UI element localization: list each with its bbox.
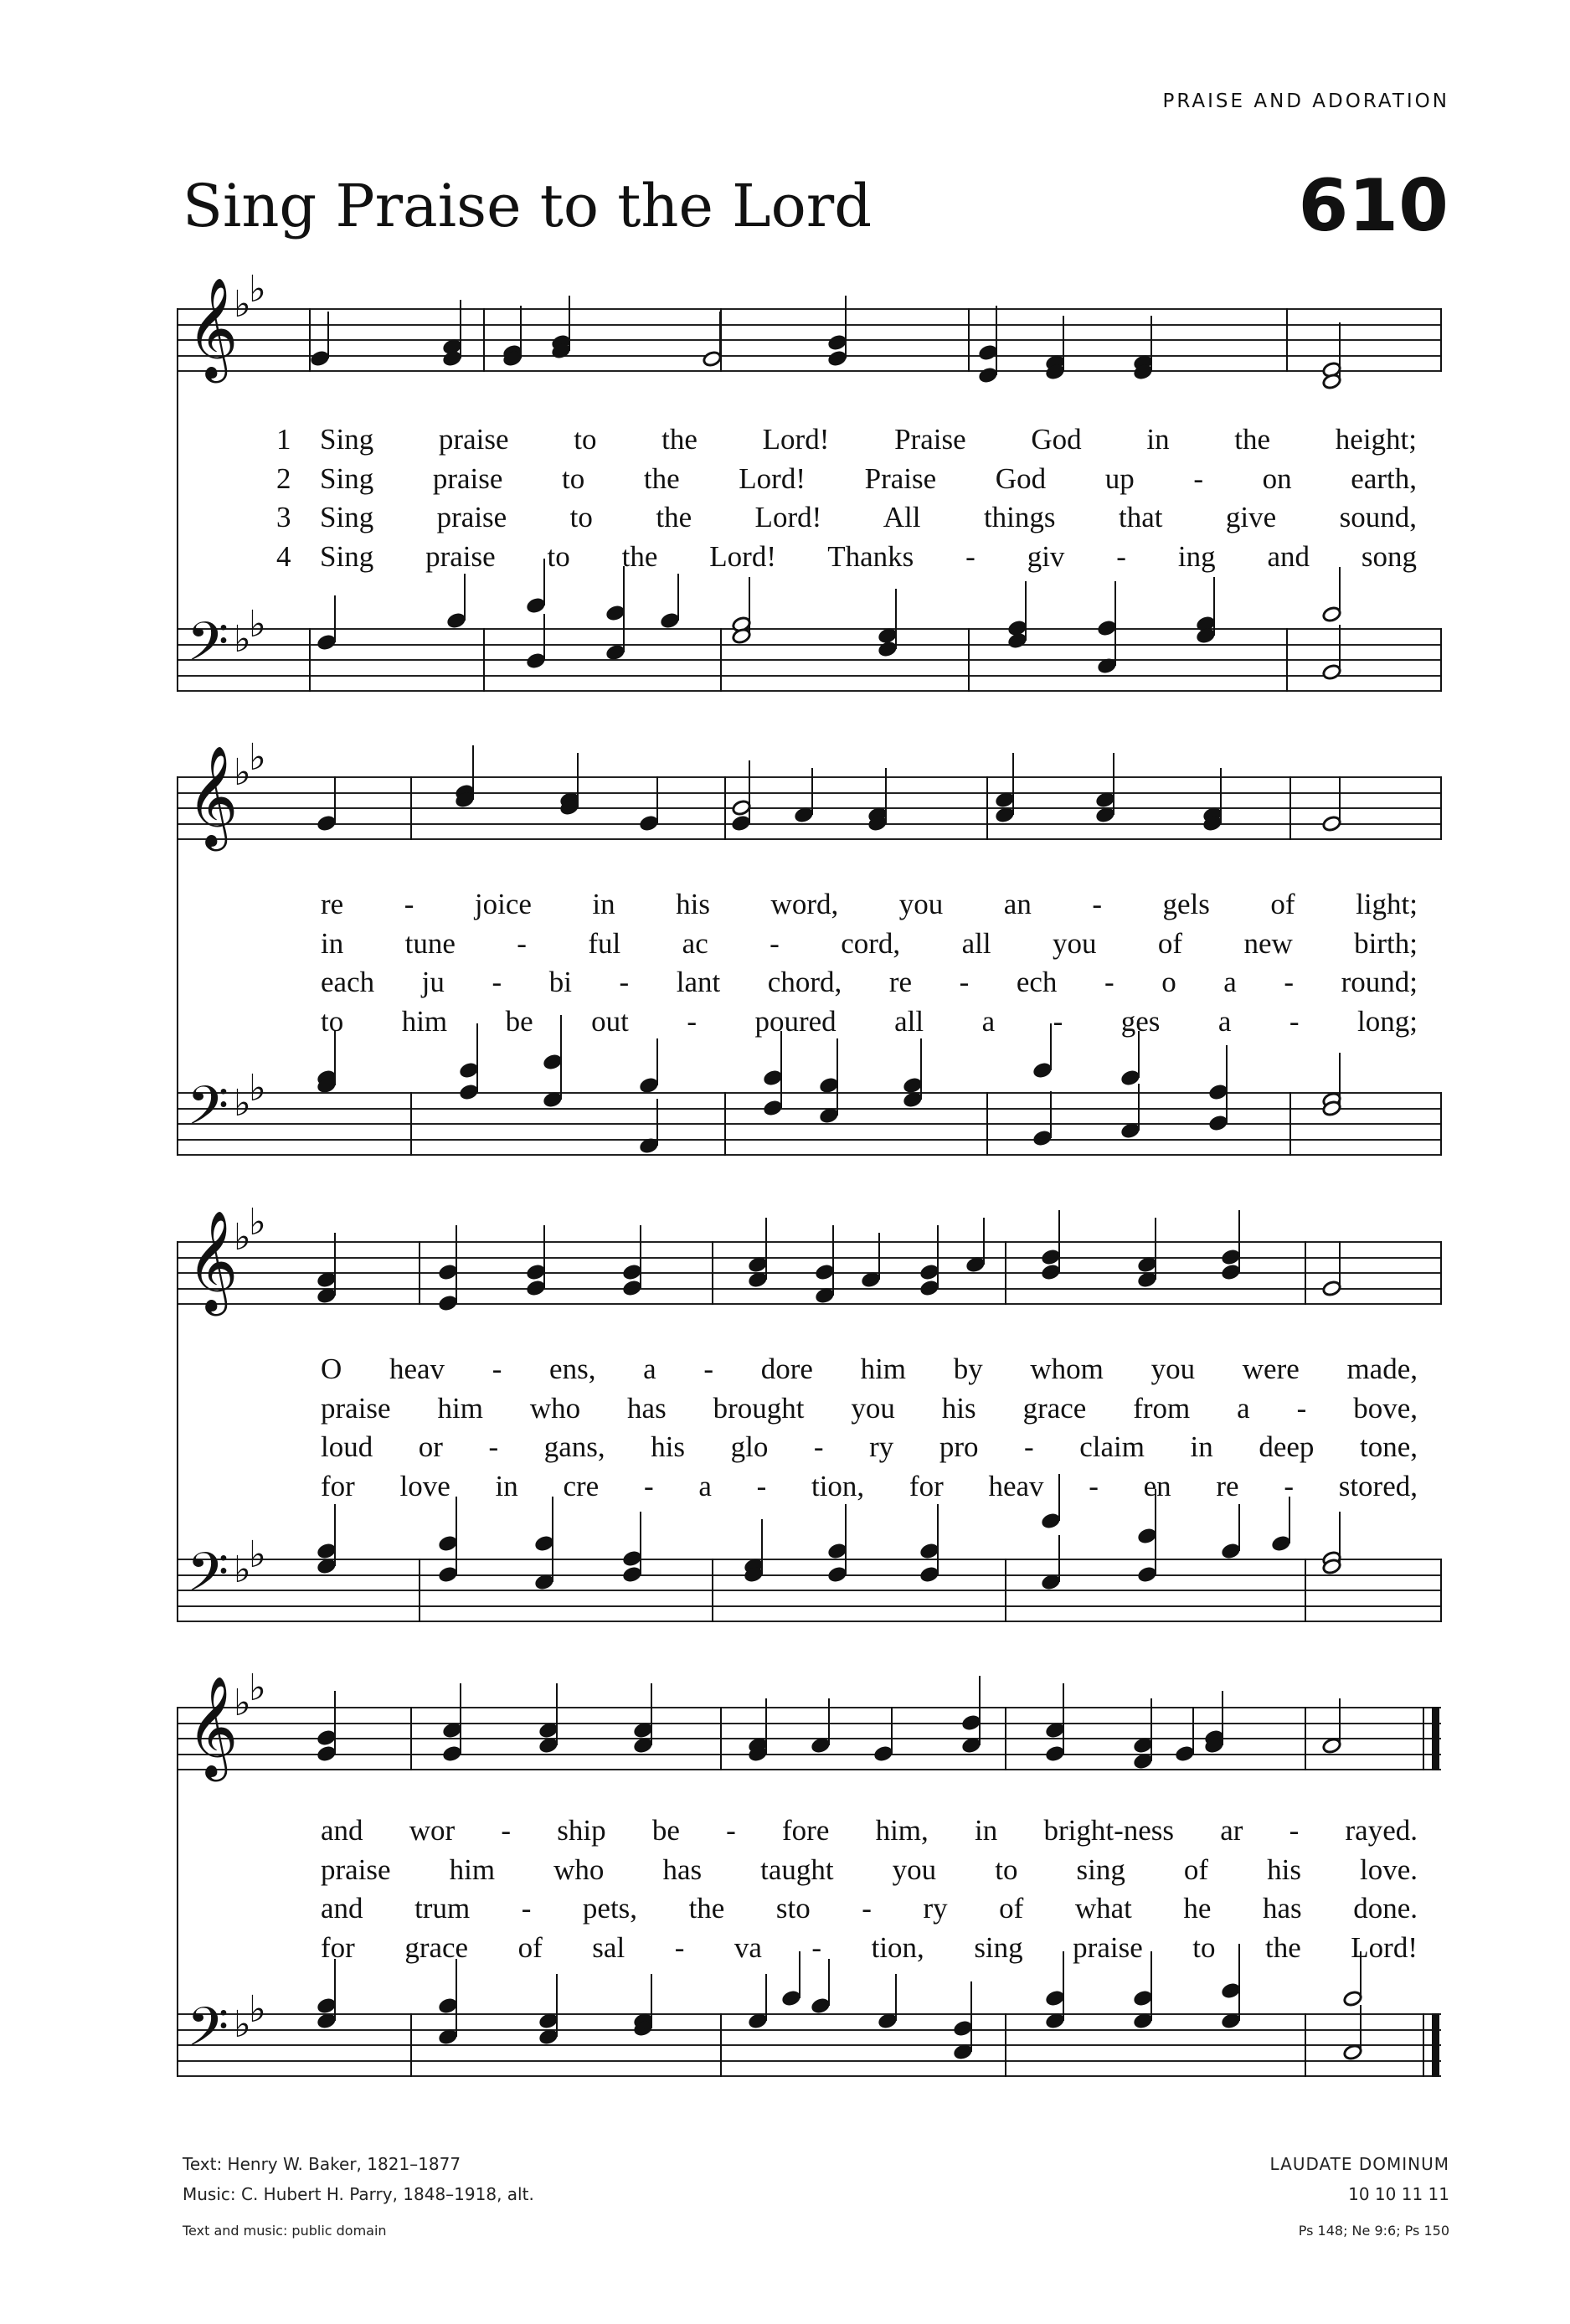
treble-staff-line — [177, 1769, 1441, 1770]
bass-staff-line — [177, 1574, 1441, 1576]
barline — [986, 776, 988, 840]
barline — [419, 1241, 420, 1305]
note-stem — [464, 574, 466, 621]
lyric-text: to him be out - poured all a - ges a - long; — [321, 1004, 1418, 1038]
barline — [724, 776, 726, 840]
note-stem — [460, 1707, 461, 1754]
note-stem — [878, 1233, 880, 1280]
note-stem — [970, 2005, 972, 2052]
barline — [1423, 2013, 1424, 2077]
copyright-notice: Text and music: public domain — [183, 2223, 387, 2239]
bass-staff-line — [177, 2044, 1441, 2046]
barline — [720, 628, 722, 692]
note-stem — [996, 328, 997, 375]
note-stem — [543, 614, 545, 661]
note-stem — [651, 1698, 652, 1745]
lyric-text: O heav - ens, a - dore him by whom you were made, — [321, 1353, 1418, 1385]
lyric-text: Sing praise to the Lord! Thanks - giv - ing and song — [320, 539, 1417, 573]
bass-staff-line — [177, 1559, 1441, 1560]
note-stem — [569, 304, 570, 351]
bass-staff-line — [177, 659, 1441, 661]
note-stem — [651, 1981, 652, 2028]
note-stem — [334, 1038, 336, 1085]
note-stem — [895, 1974, 897, 2021]
lyric-line — [0, 1892, 1570, 1929]
barline — [1289, 1092, 1291, 1156]
barline — [1440, 1092, 1442, 1156]
meter: 10 10 11 11 — [1348, 2184, 1449, 2204]
note-stem — [828, 1698, 830, 1745]
bass-staff-line — [177, 1621, 1441, 1622]
note-stem — [1050, 1091, 1052, 1138]
bass-staff-line — [177, 690, 1441, 692]
treble-staff-line — [177, 1723, 1441, 1724]
note-stem — [552, 1535, 553, 1582]
barline — [712, 1559, 713, 1622]
bass-staff-line — [177, 1605, 1441, 1607]
note-stem — [656, 1099, 658, 1146]
flat-icon: ♭ — [234, 618, 251, 661]
note-stem — [749, 776, 750, 823]
note-stem — [1339, 776, 1341, 823]
scripture-references: Ps 148; Ne 9:6; Ps 150 — [1298, 2223, 1449, 2239]
note-stem — [832, 1249, 834, 1296]
note-stem — [556, 1990, 558, 2037]
note-stem — [1063, 1707, 1064, 1754]
note-stem — [1220, 776, 1222, 823]
note-stem — [543, 1241, 545, 1288]
verse-number: 1 — [276, 423, 291, 456]
bass-staff-line — [177, 1123, 1441, 1125]
note-stem — [836, 1069, 838, 1116]
note-stem — [765, 1233, 767, 1280]
barline — [968, 628, 970, 692]
treble-clef-icon: 𝄞 — [187, 1675, 239, 1777]
bass-clef-icon: 𝄢 — [187, 1997, 229, 2072]
bass-staff-line — [177, 1154, 1441, 1156]
section-label: PRAISE AND ADORATION — [1162, 90, 1449, 112]
bass-staff-line — [177, 675, 1441, 677]
treble-staff-line — [177, 1754, 1441, 1755]
lyric-line — [0, 888, 1570, 925]
flat-icon: ♭ — [234, 283, 251, 326]
lyric-line — [0, 1853, 1570, 1890]
note-stem — [1192, 1707, 1194, 1754]
bass-staff-line — [177, 2029, 1441, 2031]
note-stem — [640, 1241, 641, 1288]
note-stem — [472, 753, 474, 800]
note-stem — [1113, 768, 1114, 815]
note-stem — [1339, 334, 1341, 381]
lyric-line — [0, 1814, 1570, 1851]
note-stem — [1150, 325, 1152, 372]
note-stem — [920, 1053, 922, 1100]
lyric-line — [0, 1430, 1570, 1467]
bass-staff-line — [177, 1092, 1441, 1094]
note-stem — [1339, 1061, 1341, 1108]
lyric-line — [0, 501, 1570, 538]
note-stem — [845, 1528, 847, 1574]
treble-staff-line — [177, 776, 1441, 778]
lyric-text: each ju - bi - lant chord, re - ech - o a - round; — [321, 966, 1418, 998]
barline — [309, 308, 311, 372]
barline — [309, 628, 311, 692]
barline — [410, 1707, 412, 1770]
hymn-title: Sing Praise to the Lord — [183, 172, 873, 240]
music-credit: Music: C. Hubert H. Parry, 1848–1918, alt. — [183, 2184, 534, 2204]
note-stem — [1339, 1241, 1341, 1288]
note-stem — [334, 1974, 336, 2021]
treble-staff-line — [177, 308, 1441, 310]
bass-staff-line — [177, 628, 1441, 630]
note-stem — [556, 1698, 558, 1745]
verse-number: 2 — [276, 461, 291, 495]
lyric-text: Sing praise to the Lord! All things that give sound, — [320, 501, 1417, 533]
lyric-line — [0, 1931, 1570, 1968]
lyric-text: and wor - ship be - fore him, in bright-ness ar - rayed. — [321, 1814, 1418, 1847]
note-stem — [1150, 1714, 1152, 1761]
text-credit: Text: Henry W. Baker, 1821–1877 — [183, 2154, 461, 2174]
note-stem — [1213, 589, 1215, 636]
flat-icon: ♭ — [249, 1533, 266, 1576]
note-stem — [656, 1038, 658, 1085]
note-stem — [327, 312, 329, 358]
barline — [712, 1241, 713, 1305]
note-stem — [937, 1241, 939, 1288]
flat-icon: ♭ — [249, 1988, 266, 2031]
verse-number: 4 — [276, 539, 291, 573]
flat-icon: ♭ — [249, 1667, 266, 1709]
barline — [986, 1092, 988, 1156]
barline — [1440, 308, 1442, 372]
bass-staff-line — [177, 644, 1441, 646]
barline — [1286, 628, 1288, 692]
barline — [1286, 308, 1288, 372]
bass-staff-line — [177, 2060, 1441, 2062]
barline — [1305, 2013, 1306, 2077]
bass-staff-line — [177, 2075, 1441, 2077]
lyric-line — [0, 927, 1570, 964]
note-stem — [895, 602, 897, 649]
barline — [720, 2013, 722, 2077]
barline — [724, 1092, 726, 1156]
note-stem — [1025, 594, 1027, 641]
flat-icon: ♭ — [234, 751, 251, 794]
note-stem — [937, 1528, 939, 1574]
treble-clef-icon: 𝄞 — [187, 276, 239, 379]
note-stem — [456, 1990, 457, 2037]
note-stem — [1339, 1519, 1341, 1566]
final-barline — [1432, 2013, 1439, 2077]
treble-clef-icon: 𝄞 — [187, 1209, 239, 1311]
lyric-text: Sing praise to the Lord! Praise God up - on earth, — [320, 461, 1417, 495]
note-stem — [983, 1218, 985, 1265]
barline — [410, 776, 412, 840]
note-stem — [761, 1528, 763, 1574]
treble-staff-line — [177, 838, 1441, 840]
final-barline — [1432, 1707, 1439, 1770]
barline — [720, 1707, 722, 1770]
lyric-text: in tune - ful ac - cord, all you of new birth; — [321, 926, 1418, 960]
note-stem — [780, 1061, 782, 1108]
note-stem — [1012, 768, 1014, 815]
note-stem — [749, 589, 750, 636]
bass-clef-icon: 𝄢 — [187, 1075, 229, 1151]
bass-staff-line — [177, 1590, 1441, 1591]
treble-staff-line — [177, 1303, 1441, 1305]
lyric-line — [0, 966, 1570, 1002]
barline — [410, 1092, 412, 1156]
lyric-text: re - joice in his word, you an - gels of light; — [321, 888, 1418, 920]
barline — [1440, 1241, 1442, 1305]
note-stem — [334, 776, 336, 823]
treble-staff-line — [177, 792, 1441, 794]
note-stem — [456, 1256, 457, 1303]
note-stem — [1063, 1974, 1064, 2021]
flat-icon: ♭ — [234, 2003, 251, 2046]
lyric-text: Sing praise to the Lord! Praise God in the height; — [320, 423, 1417, 456]
barline — [1305, 1707, 1306, 1770]
lyric-text: praise him who has taught you to sing of his love. — [321, 1853, 1418, 1886]
barline — [483, 308, 485, 372]
barline — [968, 308, 970, 372]
lyric-line — [0, 540, 1570, 577]
note-stem — [640, 1528, 641, 1574]
note-stem — [334, 1707, 336, 1754]
note-stem — [334, 1249, 336, 1296]
bass-staff-line — [177, 1139, 1441, 1141]
note-stem — [979, 1698, 981, 1745]
barline — [1440, 776, 1442, 840]
lyric-line — [0, 423, 1570, 460]
note-stem — [1226, 1076, 1228, 1123]
barline — [1440, 628, 1442, 692]
barline — [1005, 2013, 1006, 2077]
note-stem — [1238, 1504, 1240, 1551]
barline — [1423, 1707, 1424, 1770]
flat-icon: ♭ — [249, 736, 266, 779]
verse-number: 3 — [276, 501, 291, 533]
flat-icon: ♭ — [234, 1082, 251, 1125]
note-stem — [765, 1974, 767, 2021]
lyric-text: praise him who has brought you his grace from a - bove, — [321, 1391, 1418, 1425]
barline — [1440, 1559, 1442, 1622]
barline — [410, 2013, 412, 2077]
note-stem — [891, 1707, 893, 1754]
treble-staff-line — [177, 1272, 1441, 1274]
note-stem — [456, 1528, 457, 1574]
note-stem — [577, 760, 579, 807]
lyric-line — [0, 1005, 1570, 1042]
note-stem — [845, 312, 847, 358]
treble-staff-line — [177, 1738, 1441, 1739]
note-stem — [1138, 1084, 1140, 1131]
note-stem — [1339, 625, 1341, 672]
flat-icon: ♭ — [249, 1201, 266, 1244]
note-stem — [765, 1707, 767, 1754]
note-stem — [560, 1053, 562, 1100]
note-stem — [1155, 1233, 1156, 1280]
note-stem — [1360, 2005, 1362, 2052]
bass-clef-icon: 𝄢 — [187, 1542, 229, 1617]
flat-icon: ♭ — [249, 268, 266, 311]
note-stem — [1058, 1535, 1060, 1582]
note-stem — [656, 776, 658, 823]
note-stem — [1058, 1225, 1060, 1272]
note-stem — [520, 312, 522, 358]
note-stem — [1155, 1528, 1156, 1574]
treble-staff-line — [177, 1288, 1441, 1290]
system-barline — [177, 308, 178, 692]
barline — [1305, 1559, 1306, 1622]
treble-staff-line — [177, 1257, 1441, 1259]
flat-icon: ♭ — [234, 1682, 251, 1724]
flat-icon: ♭ — [249, 1067, 266, 1110]
lyric-text: for grace of sal - va - tion, sing praise to the Lord! — [321, 1930, 1418, 1964]
lyric-line — [0, 1470, 1570, 1507]
lyric-line — [0, 1353, 1570, 1389]
note-stem — [1339, 1698, 1341, 1745]
note-stem — [1222, 1698, 1223, 1745]
barline — [483, 628, 485, 692]
hymn-number: 610 — [1298, 164, 1449, 248]
lyric-text: and trum - pets, the sto - ry of what he has done. — [321, 1892, 1418, 1925]
note-stem — [1238, 1974, 1240, 2021]
treble-staff-line — [177, 823, 1441, 825]
barline — [419, 1559, 420, 1622]
bass-clef-icon: 𝄢 — [187, 611, 229, 687]
treble-staff-line — [177, 370, 1441, 372]
flat-icon: ♭ — [249, 603, 266, 646]
barline — [1005, 1241, 1006, 1305]
flat-icon: ♭ — [234, 1548, 251, 1591]
lyric-line — [0, 1392, 1570, 1429]
flat-icon: ♭ — [234, 1216, 251, 1259]
bass-staff-line — [177, 1108, 1441, 1110]
note-stem — [623, 605, 625, 652]
note-stem — [1150, 1974, 1152, 2021]
note-stem — [1114, 619, 1116, 666]
treble-staff-line — [177, 355, 1441, 357]
note-stem — [677, 574, 679, 621]
note-stem — [334, 595, 336, 642]
treble-clef-icon: 𝄞 — [187, 745, 239, 847]
note-stem — [1238, 1225, 1240, 1272]
tune-name: LAUDATE DOMINUM — [1269, 2154, 1449, 2174]
barline — [1289, 776, 1291, 840]
barline — [1305, 1241, 1306, 1305]
treble-staff-line — [177, 324, 1441, 326]
note-stem — [476, 1045, 478, 1092]
note-stem — [719, 312, 721, 358]
note-stem — [885, 776, 887, 823]
note-stem — [1063, 325, 1064, 372]
barline — [1005, 1559, 1006, 1622]
lyric-text: for love in cre - a - tion, for heav - en re - stored, — [321, 1469, 1418, 1502]
barline — [1005, 1707, 1006, 1770]
note-stem — [811, 768, 813, 815]
note-stem — [460, 312, 461, 358]
treble-staff-line — [177, 339, 1441, 341]
lyric-text: loud or - gans, his glo - ry pro - claim in deep tone, — [321, 1430, 1418, 1463]
note-stem — [334, 1519, 336, 1566]
bass-staff-line — [177, 2013, 1441, 2015]
treble-staff-line — [177, 1241, 1441, 1243]
treble-staff-line — [177, 1707, 1441, 1708]
lyric-line — [0, 462, 1570, 499]
